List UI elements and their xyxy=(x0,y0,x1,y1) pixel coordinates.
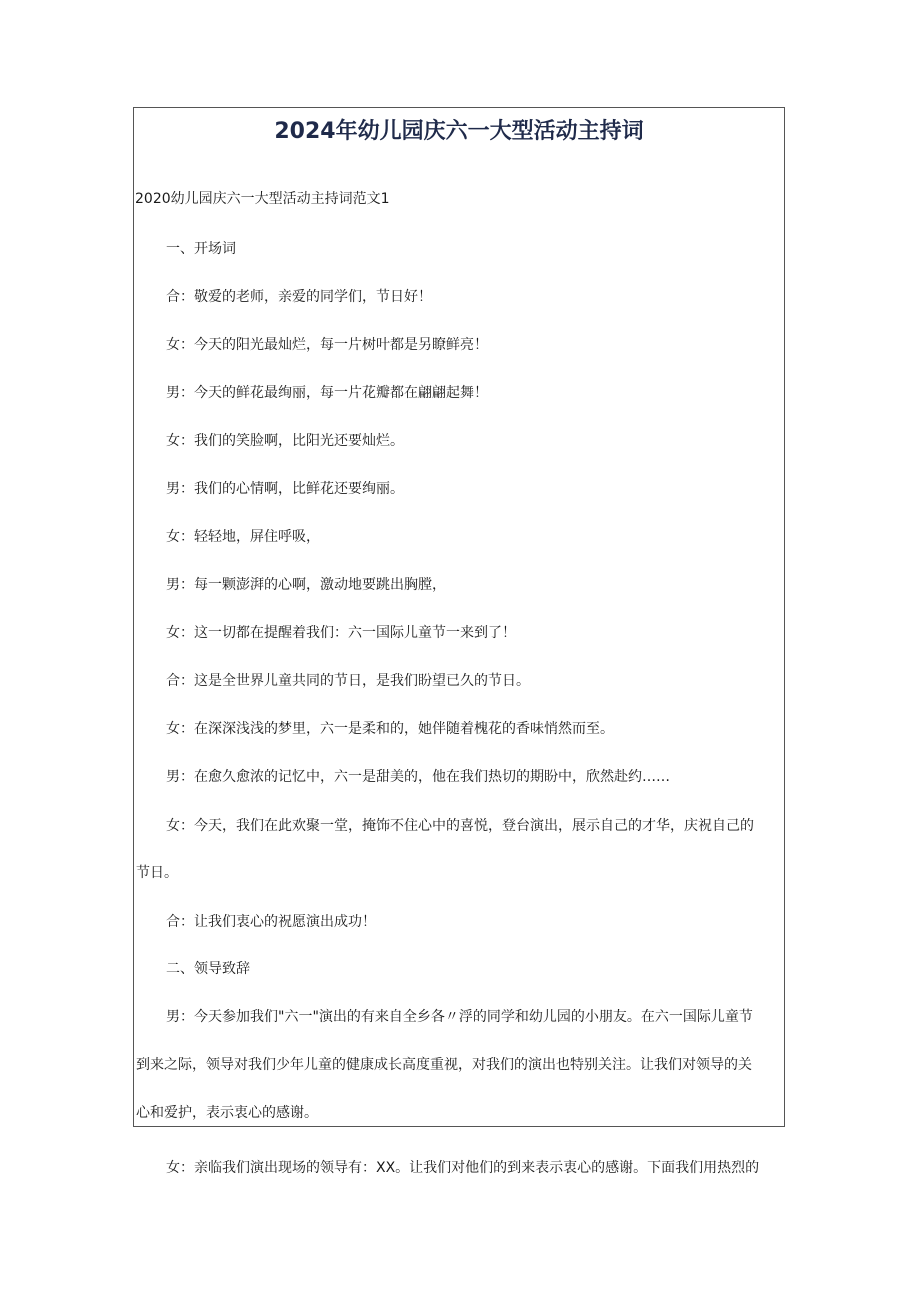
script-line: 男：在愈久愈浓的记忆中，六一是甜美的，他在我们热切的期盼中，欣然赴约…… xyxy=(166,769,670,785)
section-heading-leader-speech: 二、领导致辞 xyxy=(166,961,250,977)
script-paragraph-line: 女：亲临我们演出现场的领导有：XX。让我们对他们的到来表示衷心的感谢。下面我们用热烈的 xyxy=(166,1160,760,1176)
script-line: 男：今天的鲜花最绚丽，每一片花瓣都在翩翩起舞！ xyxy=(166,385,488,401)
script-paragraph-line: 女：今天，我们在此欢聚一堂，掩饰不住心中的喜悦，登台演出，展示自己的才华，庆祝自己的 xyxy=(166,818,754,834)
script-line: 合：这是全世界儿童共同的节日，是我们盼望已久的节日。 xyxy=(166,673,530,689)
script-line: 女：这一切都在提醒着我们：六一国际儿童节一来到了！ xyxy=(166,625,516,641)
script-line: 女：我们的笑脸啊，比阳光还要灿烂。 xyxy=(166,433,404,449)
script-line: 男：每一颗澎湃的心啊，激动地要跳出胸膛， xyxy=(166,577,446,593)
script-paragraph-line: 节日。 xyxy=(136,865,178,881)
script-line: 合：敬爱的老师，亲爱的同学们，节日好！ xyxy=(166,289,432,305)
script-line: 女：轻轻地，屏住呼吸， xyxy=(166,529,320,545)
script-paragraph-line: 到来之际，领导对我们少年儿童的健康成长高度重视，对我们的演出也特别关注。让我们对领导的关 xyxy=(136,1057,752,1073)
document-subtitle: 2020幼儿园庆六一大型活动主持词范文1 xyxy=(135,191,390,207)
section-heading-opening: 一、开场词 xyxy=(166,241,236,257)
script-line: 合：让我们衷心的祝愿演出成功！ xyxy=(166,914,376,930)
script-line: 女：在深深浅浅的梦里，六一是柔和的，她伴随着槐花的香味悄然而至。 xyxy=(166,721,614,737)
document-title: 2024年幼儿园庆六一大型活动主持词 xyxy=(274,119,644,144)
script-line: 男：我们的心情啊，比鲜花还要绚丽。 xyxy=(166,481,404,497)
script-paragraph-line: 心和爱护，表示衷心的感谢。 xyxy=(136,1105,318,1121)
script-paragraph-line: 男：今天参加我们"六一"演出的有来自全乡各〃浮的同学和幼儿园的小朋友。在六一国际儿童节 xyxy=(166,1009,753,1025)
script-line: 女：今天的阳光最灿烂，每一片树叶都是另瞭鲜亮！ xyxy=(166,337,488,353)
